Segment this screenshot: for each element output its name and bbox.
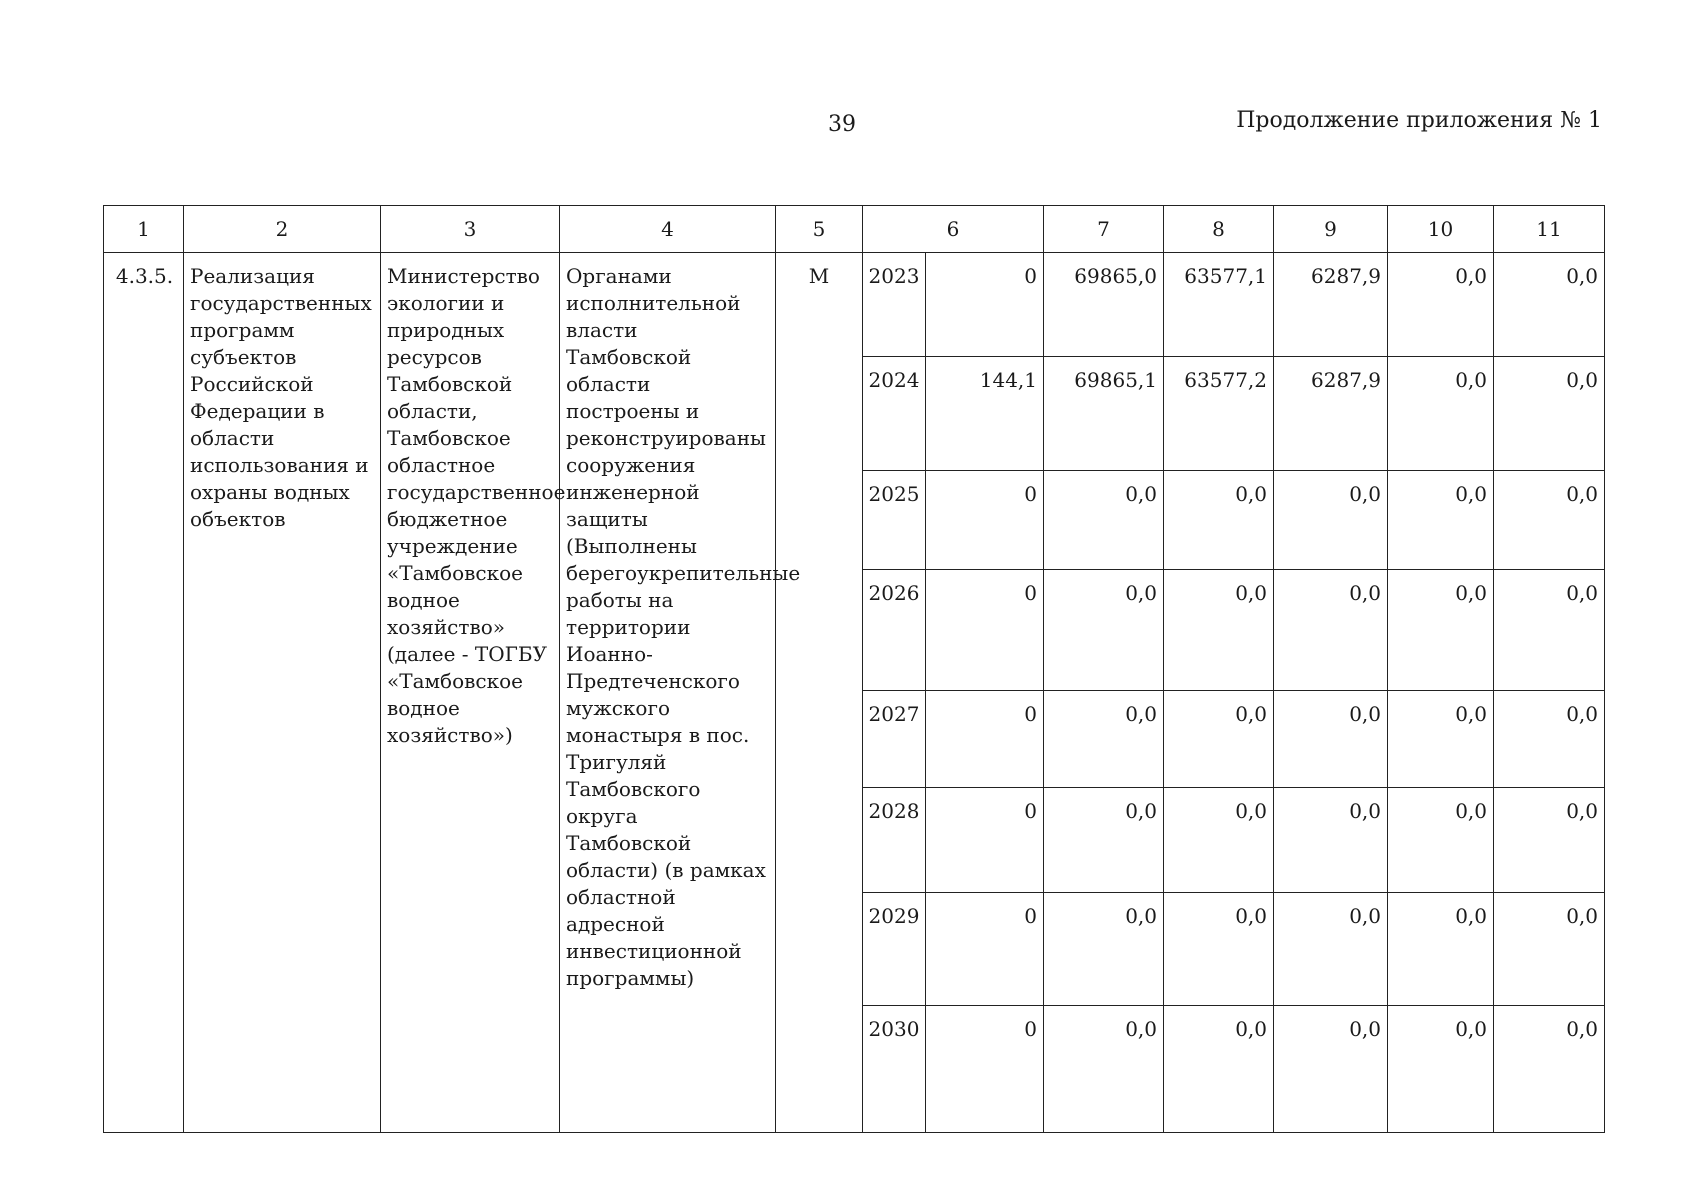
header-cell: 7 <box>1044 206 1164 253</box>
page-number: 39 <box>828 112 856 137</box>
year-row <box>104 253 1605 357</box>
row-number: 4.3.5. <box>104 253 184 1133</box>
year-cell: 2027 <box>863 691 926 788</box>
value-cell: 0,0 <box>1044 471 1164 570</box>
year-cell: 2026 <box>863 570 926 691</box>
value-cell: 0,0 <box>1494 471 1605 570</box>
value-cell: 0,0 <box>1388 691 1494 788</box>
expected-result: Органами исполнительной власти Тамбовской области построены и реконструированы сооружения инженерной защиты (Выполнены берегоукрепительные работы на территории Иоанно-Предтеченского мужского монастыря в пос. Тригуляй Тамбовского округа Тамбовской области) (в рамках областной адресной инвестиционной программы) <box>560 253 776 1133</box>
value-cell: 0,0 <box>1044 893 1164 1006</box>
value-cell: 69865,0 <box>1044 253 1164 357</box>
value-cell: 0,0 <box>1494 253 1605 357</box>
value-cell: 0,0 <box>1494 691 1605 788</box>
value-cell: 0,0 <box>1274 471 1388 570</box>
value-cell: 0,0 <box>1494 893 1605 1006</box>
value-cell: 0 <box>926 253 1044 357</box>
value-cell: 0,0 <box>1164 788 1274 893</box>
value-cell: 0,0 <box>1044 691 1164 788</box>
header-cell: 4 <box>560 206 776 253</box>
value-cell: 0 <box>926 893 1044 1006</box>
value-cell: 144,1 <box>926 357 1044 471</box>
program-table <box>103 205 1605 1133</box>
header-cell: 5 <box>776 206 863 253</box>
responsible-executor: Министерство экологии и природных ресурсов Тамбовской области, Тамбовское областное государственное бюджетное учреждение «Тамбовское водное хозяйство» (далее - ТОГБУ «Тамбовское водное хозяйство») <box>381 253 560 1133</box>
value-cell: 0,0 <box>1494 788 1605 893</box>
value-cell: 0 <box>926 691 1044 788</box>
year-cell: 2029 <box>863 893 926 1006</box>
header-cell: 9 <box>1274 206 1388 253</box>
value-cell: 0,0 <box>1044 570 1164 691</box>
value-cell: 0,0 <box>1388 893 1494 1006</box>
value-cell: 0,0 <box>1388 570 1494 691</box>
header-cell: 6 <box>863 206 1044 253</box>
value-cell: 0,0 <box>1274 893 1388 1006</box>
value-cell: 6287,9 <box>1274 253 1388 357</box>
value-cell: 0,0 <box>1044 1006 1164 1133</box>
value-cell: 0,0 <box>1494 570 1605 691</box>
header-cell: 2 <box>184 206 381 253</box>
value-cell: 0,0 <box>1388 471 1494 570</box>
value-cell: 0,0 <box>1164 691 1274 788</box>
continuation-caption: Продолжение приложения № 1 <box>1236 108 1602 133</box>
value-cell: 0,0 <box>1044 788 1164 893</box>
header-cell: 10 <box>1388 206 1494 253</box>
value-cell: 0,0 <box>1164 893 1274 1006</box>
header-cell: 11 <box>1494 206 1605 253</box>
value-cell: 0 <box>926 788 1044 893</box>
header-cell: 8 <box>1164 206 1274 253</box>
value-cell: 0,0 <box>1164 1006 1274 1133</box>
value-cell: 0 <box>926 471 1044 570</box>
year-cell: 2024 <box>863 357 926 471</box>
year-cell: 2023 <box>863 253 926 357</box>
header-cell: 1 <box>104 206 184 253</box>
value-cell: 63577,1 <box>1164 253 1274 357</box>
value-cell: 0,0 <box>1494 1006 1605 1133</box>
value-cell: 0,0 <box>1164 471 1274 570</box>
value-cell: 0,0 <box>1388 788 1494 893</box>
value-cell: 0,0 <box>1274 691 1388 788</box>
value-cell: 0,0 <box>1388 1006 1494 1133</box>
value-cell: 0,0 <box>1274 788 1388 893</box>
value-cell: 0,0 <box>1388 357 1494 471</box>
value-cell: 6287,9 <box>1274 357 1388 471</box>
event-name: Реализация государственных программ субъектов Российской Федерации в области использования и охраны водных объектов <box>184 253 381 1133</box>
header-row <box>104 206 1605 253</box>
value-cell: 69865,1 <box>1044 357 1164 471</box>
value-cell: 0,0 <box>1274 1006 1388 1133</box>
value-cell: 0 <box>926 570 1044 691</box>
value-cell: 0,0 <box>1388 253 1494 357</box>
year-cell: 2028 <box>863 788 926 893</box>
value-cell: 0,0 <box>1164 570 1274 691</box>
value-cell: 0,0 <box>1274 570 1388 691</box>
event-type: М <box>776 253 863 1133</box>
year-cell: 2025 <box>863 471 926 570</box>
value-cell: 63577,2 <box>1164 357 1274 471</box>
value-cell: 0,0 <box>1494 357 1605 471</box>
value-cell: 0 <box>926 1006 1044 1133</box>
header-cell: 3 <box>381 206 560 253</box>
year-cell: 2030 <box>863 1006 926 1133</box>
